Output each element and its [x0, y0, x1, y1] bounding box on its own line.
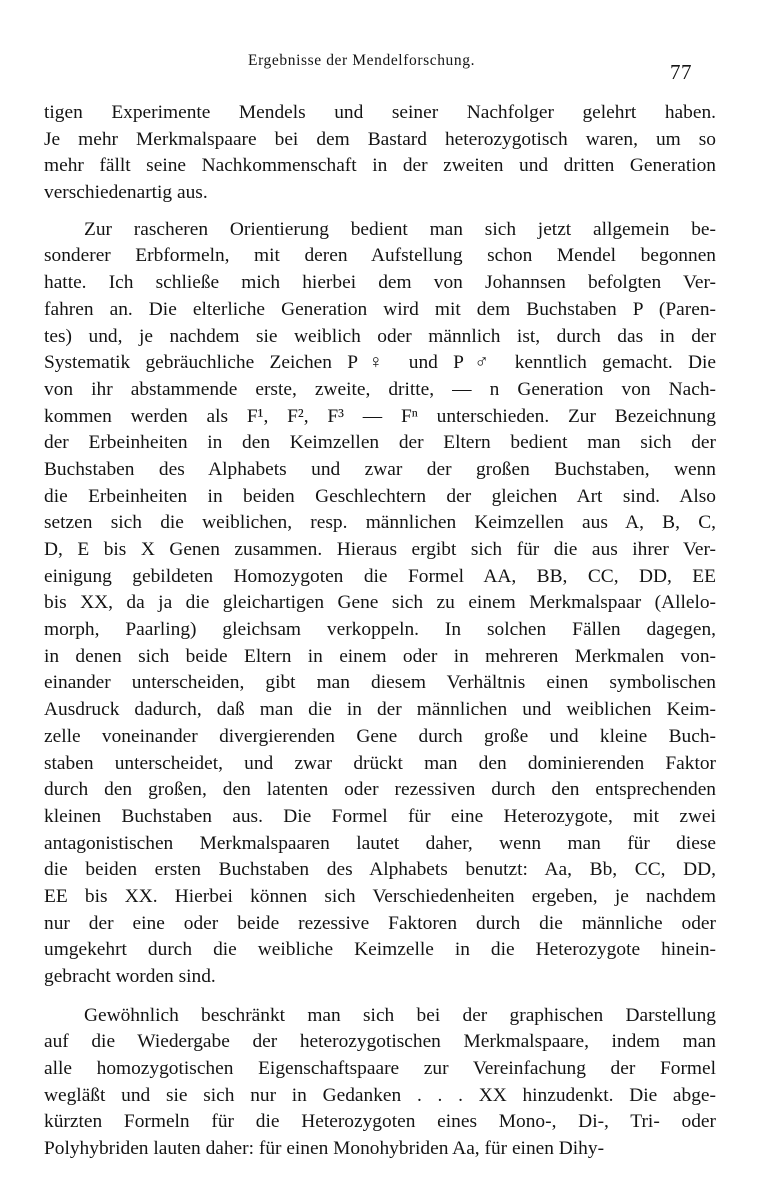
text-line: zelle voneinander divergierenden Gene durch große und kleine Buch- — [44, 725, 716, 747]
paragraph-gap — [44, 991, 716, 1003]
text-line: einander unterscheiden, gibt man diesem Verhältnis einen symbolischen — [44, 672, 716, 694]
text-line: die Erbeinheiten in beiden Geschlechtern der gleichen Art sind. Also — [44, 485, 716, 507]
text-line: Polyhybriden lauten daher: für einen Monohybriden Aa, für einen Dihy- — [44, 1138, 605, 1160]
text-line: auf die Wiedergabe der heterozygotischen Merkmalspaare, indem man — [44, 1031, 716, 1053]
page-header — [0, 52, 765, 88]
text-line: bis XX, da ja die gleichartigen Gene sich zu einem Merkmalspaar (Allelo- — [44, 592, 716, 614]
text-line: gebracht worden sind. — [44, 966, 216, 987]
text-line: setzen sich die weiblichen, resp. männlichen Keimzellen aus A, B, C, — [44, 512, 716, 534]
body-text — [44, 100, 716, 1163]
text-line: D, E bis X Genen zusammen. Hieraus ergibt sich für die aus ihrer Ver- — [44, 539, 716, 560]
running-head: Ergebnisse der Mendelforschung. — [248, 52, 476, 69]
text-line: tes) und, je nachdem sie weiblich oder männlich ist, durch das in der — [44, 325, 716, 347]
paragraph-gap — [44, 207, 716, 217]
text-line: alle homozygotischen Eigenschaftspaare zur Vereinfachung der Formel — [44, 1058, 716, 1080]
paragraph — [44, 100, 716, 207]
text-line: Ausdruck dadurch, daß man die in der männlichen und weiblichen Keim- — [44, 699, 716, 721]
text-line: durch den großen, den latenten oder rezessiven durch den entsprechenden — [44, 779, 716, 801]
text-line: fahren an. Die elterliche Generation wird mit dem Buchstaben P (Paren- — [44, 298, 716, 320]
text-line: kürzten Formeln für die Heterozygoten eines Mono-, Di-, Tri- oder — [44, 1111, 716, 1133]
text-line: hatte. Ich schließe mich hierbei dem von Johannsen befolgten Ver- — [44, 272, 716, 294]
text-line: staben unterscheidet, und zwar drückt man den dominierenden Faktor — [44, 752, 716, 774]
text-line: einigung gebildeten Homozygoten die Formel AA, BB, CC, DD, EE — [44, 565, 716, 587]
text-line: Buchstaben des Alphabets und zwar der großen Buchstaben, wenn — [44, 458, 716, 480]
text-line: antagonistischen Merkmalspaaren lautet daher, wenn man für diese — [44, 832, 716, 854]
text-line: umgekehrt durch die weibliche Keimzelle in die Heterozygote hinein- — [44, 939, 716, 961]
text-line: Je mehr Merkmalspaare bei dem Bastard heterozygotisch waren, um so — [44, 128, 716, 150]
text-line: von ihr abstammende erste, zweite, dritte, — n Generation von Nach- — [44, 378, 716, 400]
paragraph — [44, 1003, 716, 1163]
text-line: Systematik gebräuchliche Zeichen P♀ und P♂ kenntlich gemacht. Die — [44, 352, 716, 374]
text-line: EE bis XX. Hierbei können sich Verschiedenheiten ergeben, je nachdem — [44, 885, 716, 907]
text-line: morph, Paarling) gleichsam verkoppeln. In solchen Fällen dagegen, — [44, 619, 716, 641]
text-line: kommen werden als F¹, F², F³ — Fⁿ unterschieden. Zur Bezeichnung — [44, 405, 716, 427]
text-line: tigen Experimente Mendels und seiner Nachfolger gelehrt haben. — [44, 102, 716, 123]
paragraph — [44, 217, 716, 991]
text-line: Zur rascheren Orientierung bedient man sich jetzt allgemein be- — [84, 218, 716, 240]
text-line: die beiden ersten Buchstaben des Alphabets benutzt: Aa, Bb, CC, DD, — [44, 859, 716, 881]
text-line: wegläßt und sie sich nur in Gedanken . . . XX hinzudenkt. Die abge- — [44, 1084, 716, 1106]
text-line: nur der eine oder beide rezessive Faktoren durch die männliche oder — [44, 912, 716, 934]
text-line: verschiedenartig aus. — [44, 182, 208, 204]
text-line: in denen sich beide Eltern in einem oder in mehreren Merkmalen von- — [44, 645, 716, 667]
text-line: Gewöhnlich beschränkt man sich bei der graphischen Darstellung — [84, 1004, 716, 1026]
text-line: sonderer Erbformeln, mit deren Aufstellung schon Mendel begonnen — [44, 245, 716, 267]
text-line: der Erbeinheiten in den Keimzellen der Eltern bedient man sich der — [44, 432, 716, 454]
text-line: kleinen Buchstaben aus. Die Formel für eine Heterozygote, mit zwei — [44, 805, 716, 827]
text-line: mehr fällt seine Nachkommenschaft in der zweiten und dritten Generation — [44, 155, 716, 177]
page-number: 77 — [670, 60, 692, 84]
